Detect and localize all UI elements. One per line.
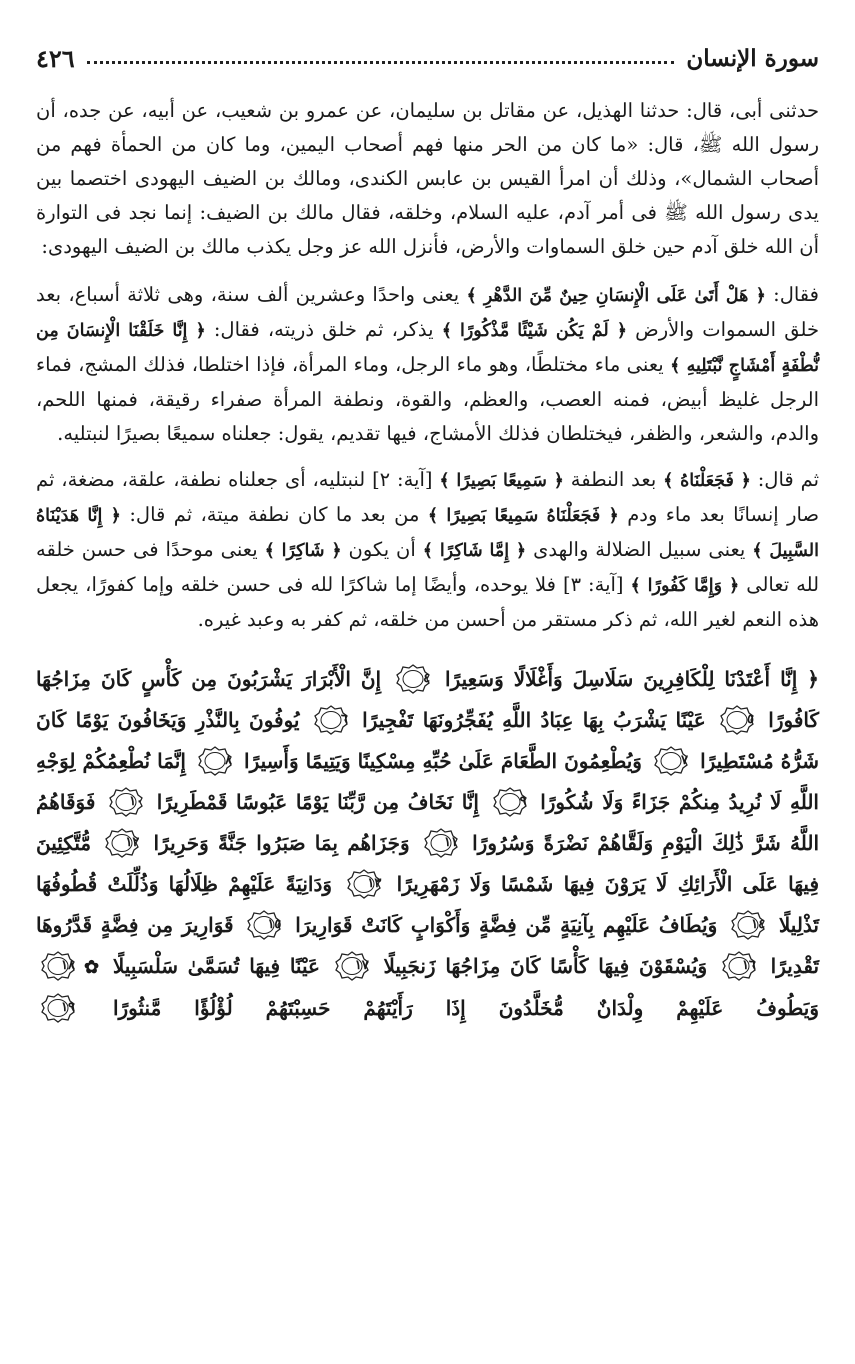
verse-number: ٩: [519, 793, 527, 809]
quran-quote: ﴿ إِنَّا خَلَقْنَا الْإِنسَانَ مِن نُّطْفَةٍ أَمْشَاجٍ نَّبْتَلِيهِ ﴾: [36, 321, 820, 376]
verse-number-marker: [347, 869, 381, 899]
sajda-star-icon: ✿: [84, 957, 100, 978]
verse-number: ١٠: [129, 793, 144, 809]
surah-title: سورة الإنسان: [686, 44, 819, 72]
verse-number: ٦: [340, 711, 348, 727]
verse-text: عَيْنًا يَشْرَبُ بِهَا عِبَادُ اللَّهِ يُفَجِّرُونَهَا تَفْجِيرًا: [362, 708, 706, 732]
verse-number: ٧: [681, 752, 689, 768]
verse-number-marker: [424, 828, 458, 858]
verse-text: يُوفُونَ بِالنَّذْرِ وَيَخَافُونَ يَوْمًا كَانَ شَرُّهُ مُسْتَطِيرًا: [36, 708, 819, 773]
verse-number: ١٦: [741, 957, 756, 973]
verse-number: ٨: [224, 752, 232, 768]
quran-quote: ﴿ فَجَعَلْنَاهُ ﴾: [663, 471, 751, 491]
commentary-text: يعنى موحدًا فى حسن خلقه لله تعالى: [36, 538, 820, 596]
verse-number-marker: [654, 746, 688, 776]
verse-text: ﴿ إِنَّا أَعْتَدْنَا لِلْكَافِرِينَ سَلَاسِلَ وَأَغْلَالًا وَسَعِيرًا: [445, 667, 819, 691]
verse-text: قَوَارِيرَ مِن فِضَّةٍ قَدَّرُوهَا تَقْدِيرًا: [36, 913, 820, 978]
commentary-text: ثم قال:: [757, 468, 819, 491]
quran-quote: ﴿ شَاكِرًا ﴾: [264, 541, 342, 561]
header-dotted-leader: [87, 49, 675, 64]
verse-number-marker: [335, 951, 369, 981]
paragraph-commentary-2: [36, 463, 819, 637]
quran-quote: ﴿ فَجَعَلْنَاهُ سَمِيعًا بَصِيرًا ﴾: [427, 506, 619, 526]
verse-number-marker: [396, 664, 430, 694]
commentary-text: [آية: ٣] فلا يوحده، وأيضًا إما شاكرًا لله فى حسن خلقه وإما كفورًا، يجعل هذه النعم لغير الله، ثم ذكر مستقر من أحسن من خلقه، ثم كفر به وعبد غيره.: [36, 573, 819, 631]
verse-number-marker: [41, 951, 75, 981]
quran-verses-block: [36, 659, 819, 1029]
quran-quote: ﴿ وَإِمَّا كَفُورًا ﴾: [630, 576, 740, 596]
verse-text: إِنَّمَا نُطْعِمُكُمْ لِوَجْهِ اللَّهِ لَا نُرِيدُ مِنكُمْ جَزَاءً وَلَا شُكُورًا: [36, 749, 819, 814]
verse-text: وَيُطْعِمُونَ الطَّعَامَ عَلَىٰ حُبِّهِ مِسْكِينًا وَيَتِيمًا وَأَسِيرًا: [244, 749, 642, 773]
quran-quote: ﴿ لَمْ يَكُن شَيْئًا مَّذْكُورًا ﴾: [441, 321, 627, 341]
commentary-text: يعنى ماء مختلطًا، وهو ماء الرجل، وماء المرأة، فإذا اختلطا، فذلك المشج، فماء الرجل غليظ أبيض، فمنه العصب، والعظم، والقوة، ونطفة المرأة صفراء رقيقة، فمنها اللحم، والدم، والشعر، والظفر، فيختلطان فذلك الأمشاج، فيها تقديم، يقول: جعلناه سميعًا بصيرًا لنبتليه.: [36, 353, 819, 445]
verse-text: وَيُطَافُ عَلَيْهِم بِآنِيَةٍ مِّن فِضَّةٍ وَأَكْوَابٍ كَانَتْ قَوَارِيرَا: [295, 913, 718, 937]
verse-number-marker: [41, 993, 75, 1023]
verse-number-marker: [109, 787, 143, 817]
commentary-text: يذكر، ثم خلق ذريته، فقال:: [213, 318, 434, 341]
verse-text: وَيُسْقَوْنَ فِيهَا كَأْسًا كَانَ مِزَاجُهَا زَنجَبِيلًا: [383, 954, 708, 978]
quran-quote: ﴿ إِنَّا هَدَيْنَاهُ السَّبِيلَ ﴾: [36, 506, 819, 561]
verse-number: ١٨: [61, 957, 75, 973]
verse-number: ١٤: [751, 916, 766, 932]
commentary-text: بعد النطفة: [570, 468, 657, 491]
verse-text: إِنَّا نَخَافُ مِن رَّبِّنَا يَوْمًا عَبُوسًا قَمْطَرِيرًا: [156, 790, 479, 814]
verse-text: وَيَطُوفُ عَلَيْهِمْ وِلْدَانٌ مُّخَلَّدُونَ إِذَا رَأَيْتَهُمْ حَسِبْتَهُمْ لُؤْلُؤًا مَّنثُورًا: [112, 996, 819, 1020]
verse-number-marker: [105, 828, 139, 858]
verse-number: ٤: [423, 670, 431, 686]
page-header: [36, 38, 819, 78]
commentary-text: أن يكون: [348, 538, 416, 561]
verse-number: ١٧: [354, 957, 369, 973]
verse-text: عَيْنًا فِيهَا تُسَمَّىٰ سَلْسَبِيلًا: [112, 954, 320, 978]
quran-quote: ﴿ إِمَّا شَاكِرًا ﴾: [422, 541, 527, 561]
verse-text: وَدَانِيَةً عَلَيْهِمْ ظِلَالُهَا وَذُلِّلَتْ قُطُوفُهَا تَذْلِيلًا: [36, 872, 819, 937]
quran-quote: ﴿ هَلْ أَتَىٰ عَلَى الْإِنسَانِ حِينٌ مِّنَ الدَّهْرِ ﴾: [466, 286, 766, 306]
verse-number: ١٥: [267, 916, 282, 932]
verse-number-marker: [198, 746, 232, 776]
verse-text: إِنَّ الْأَبْرَارَ يَشْرَبُونَ مِن كَأْسٍ كَانَ مِزَاجُهَا كَافُورًا: [36, 667, 820, 732]
page-number: ٤٢٦: [36, 43, 75, 73]
verse-number: ١٢: [125, 834, 140, 850]
verse-number-marker: [720, 705, 754, 735]
verse-number: ١٩: [61, 999, 75, 1015]
commentary-text: فقال:: [773, 283, 819, 306]
commentary-text: يعنى واحدًا وعشرين ألف سنة، وهى ثلاثة أسباع، بعد خلق السموات والأرض: [36, 283, 820, 341]
verse-number-marker: [722, 951, 756, 981]
commentary-text: من بعد ما كان نطفة ميتة، ثم قال:: [129, 503, 420, 526]
quran-quote: ﴿ سَمِيعًا بَصِيرًا ﴾: [439, 471, 564, 491]
verse-number: ٥: [746, 711, 754, 727]
verse-text: وَجَزَاهُم بِمَا صَبَرُوا جَنَّةً وَحَرِيرًا: [153, 831, 410, 855]
verse-text: فَوَقَاهُمُ اللَّهُ شَرَّ ذَٰلِكَ الْيَوْمِ وَلَقَّاهُمْ نَضْرَةً وَسُرُورًا: [36, 790, 820, 855]
verse-number-marker: [731, 910, 765, 940]
verse-number: ١١: [443, 834, 458, 850]
verse-number-marker: [493, 787, 527, 817]
paragraph-hadith: حدثنى أبى، قال: حدثنا الهذيل، عن مقاتل بن سليمان، عن عمرو بن شعيب، عن أبيه، عن جده، أن رسول الله ﷺ، قال: «ما كان من الحر منها فهم أصحاب اليمين، وما كان من الحمأة فهم من أصحاب الشمال»، وذلك أن امرأ القيس بن عابس الكندى، ومالك بن الضيف اليهودى اختصما بين يدى رسول الله ﷺ فى أمر آدم، عليه السلام، وخلقه، فقال مالك بن الضيف: إنما نجد فى التوارة أن الله خلق آدم حين خلق السماوات والأرض، فأنزل الله عز وجل يكذب مالك بن الضيف اليهودى:: [36, 99, 819, 258]
paragraph-commentary-1: [36, 278, 819, 451]
verse-number-marker: [247, 910, 281, 940]
verse-number-marker: [314, 705, 348, 735]
verse-text: مُّتَّكِئِينَ فِيهَا عَلَى الْأَرَائِكِ لَا يَرَوْنَ فِيهَا شَمْسًا وَلَا زَمْهَرِيرًا: [36, 831, 820, 896]
commentary-text: [آية: ٢] لنبتليه، أى جعلناه نطفة، علقة، مضغة، ثم صار إنسانًا بعد ماء ودم: [36, 468, 820, 526]
commentary-text: يعنى سبيل الضلالة والهدى: [533, 538, 746, 561]
verse-number: ١٣: [367, 875, 382, 891]
